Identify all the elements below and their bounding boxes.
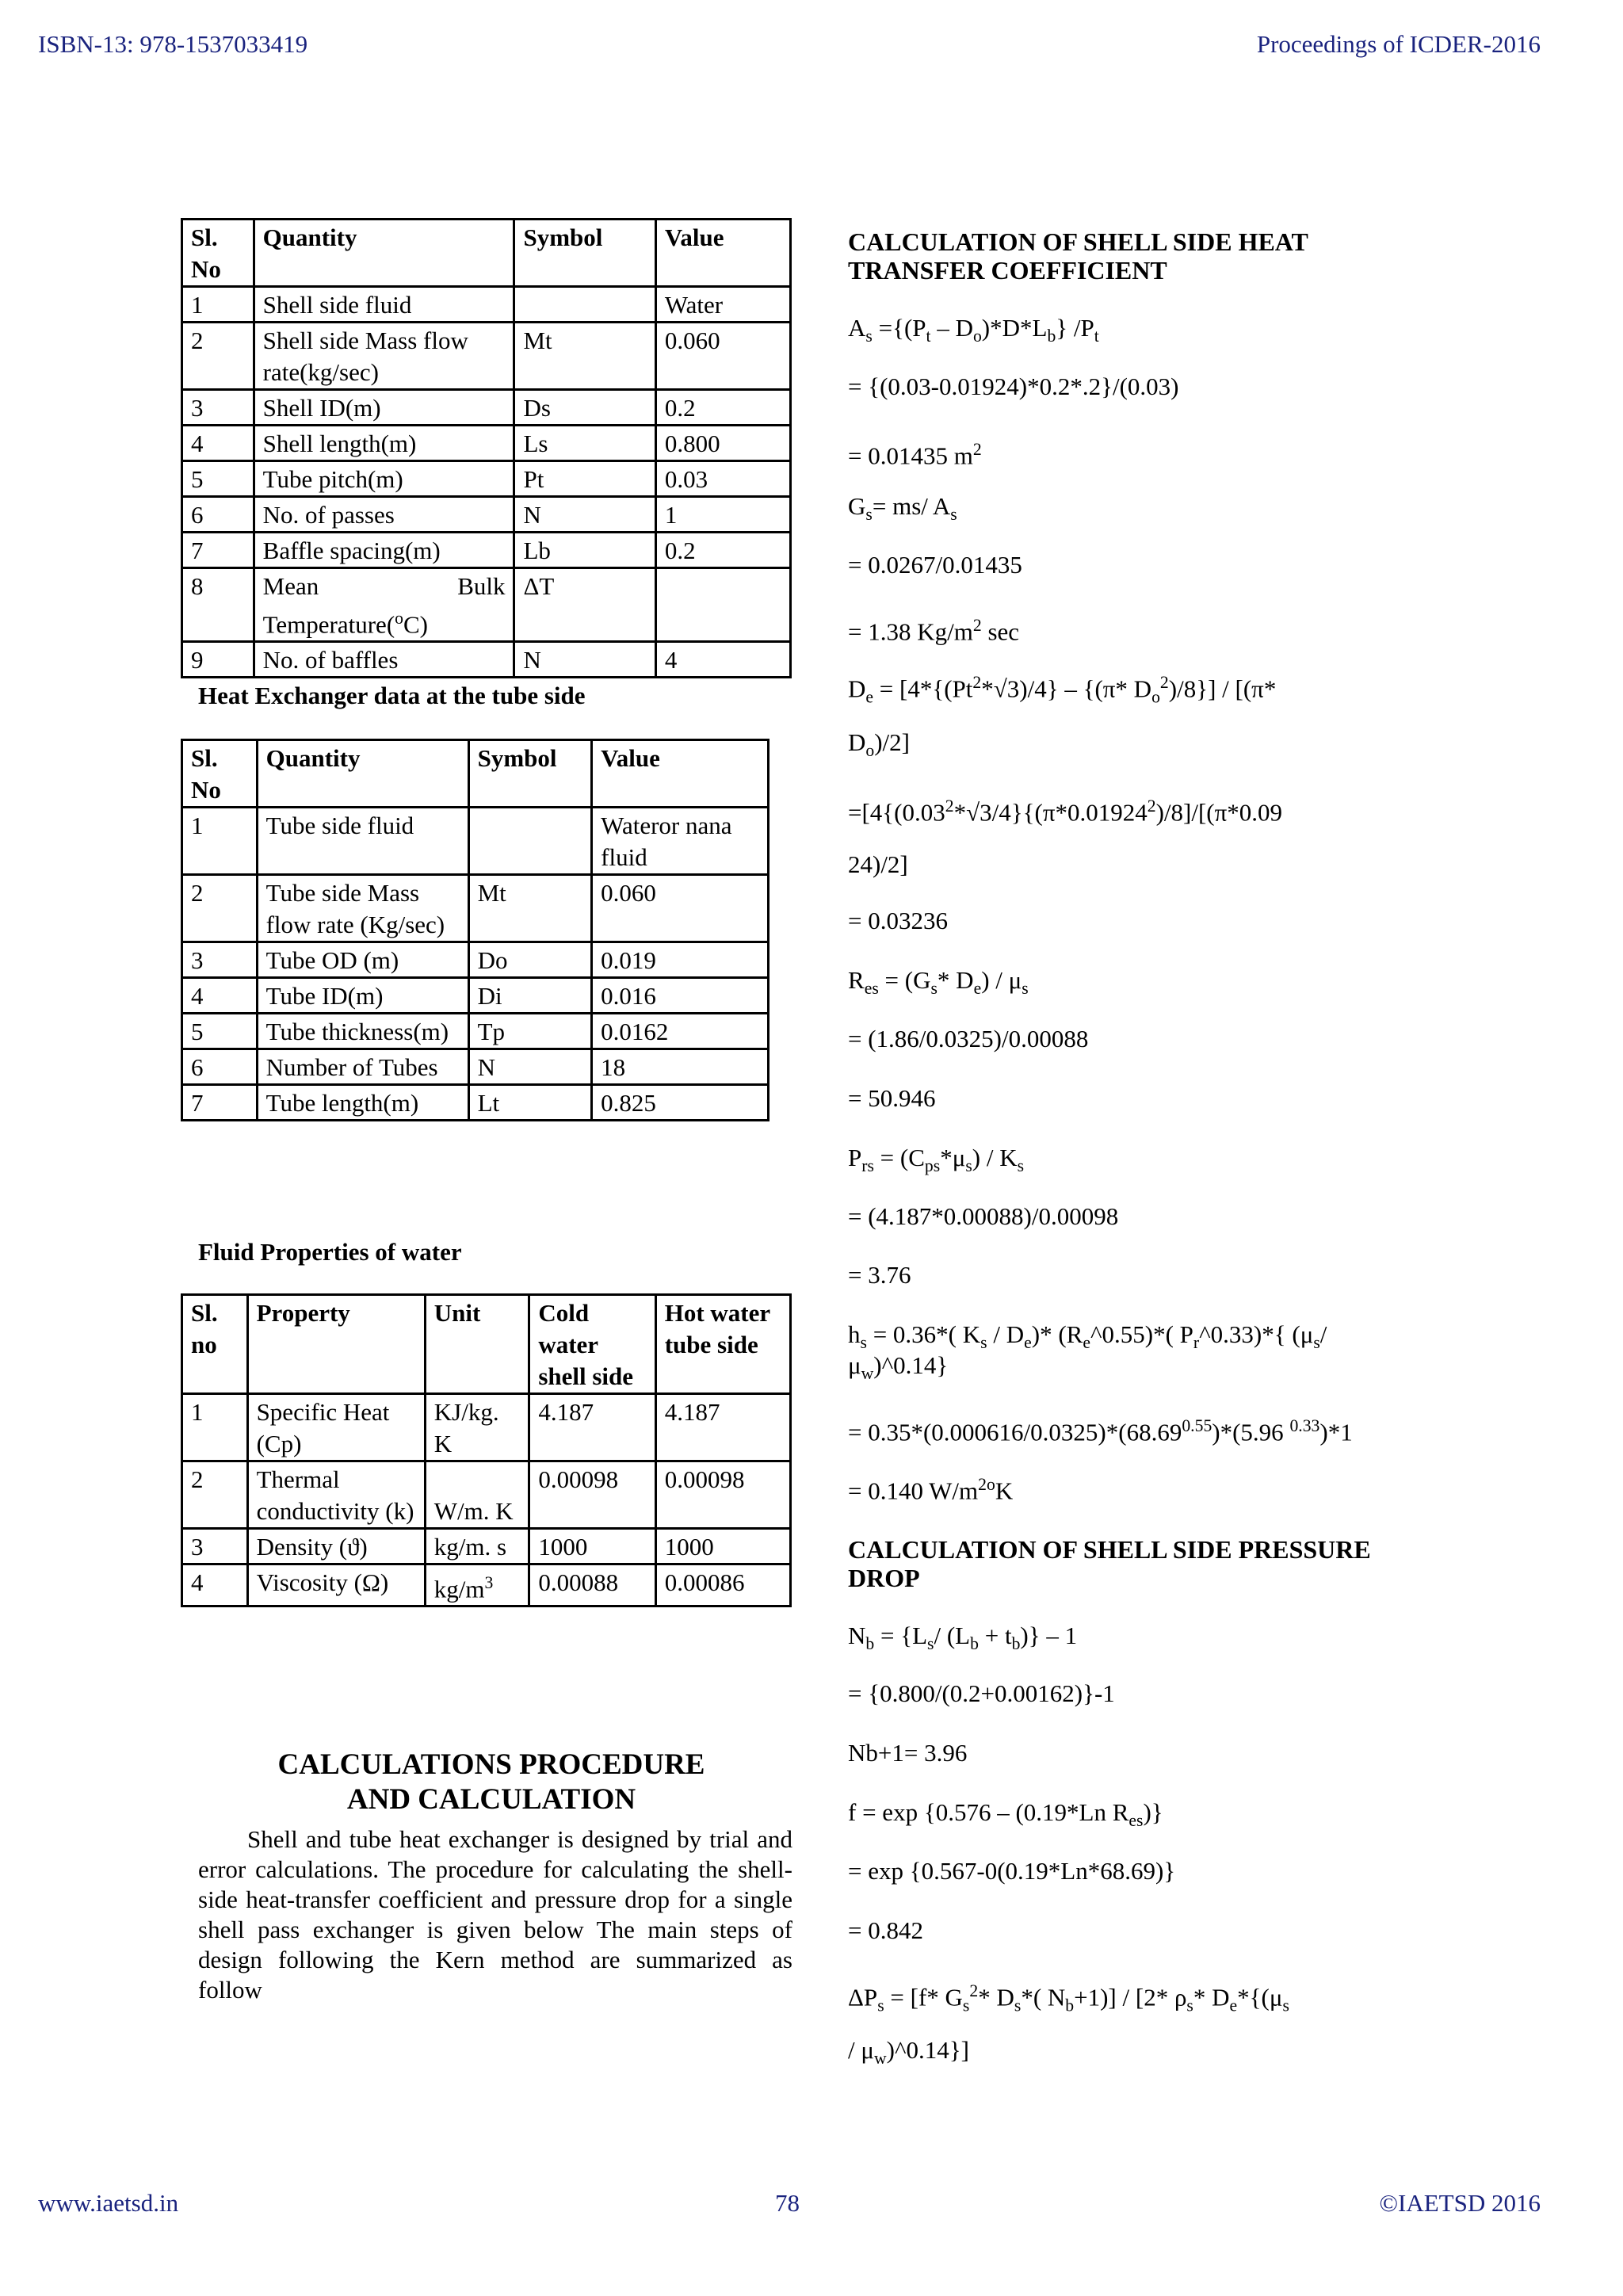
table-cell: 1: [655, 497, 790, 533]
equation-gs-definition: $G_s= ms/$ $A_s$: [848, 492, 957, 525]
equation-prs-definition: $P_{rs} = (C_{ps}*\mu_s) / K_s$: [848, 1144, 1025, 1176]
table-row: [182, 942, 769, 978]
table-header-cell: Hot water tube side: [655, 1295, 790, 1394]
table-cell: N: [468, 1049, 592, 1085]
table-header-cell: Symbol: [468, 740, 592, 808]
table-row: [182, 323, 791, 390]
table-cell: [655, 568, 790, 642]
table-header-cell: Sl. no: [182, 1295, 248, 1394]
equation-res-value: = 50.946: [848, 1084, 936, 1112]
table-header-cell: Quantity: [257, 740, 468, 808]
table-cell: kg/m. s: [425, 1529, 529, 1564]
table-cell: Number of Tubes: [257, 1049, 468, 1085]
table-cell: [468, 808, 592, 875]
table-cell: 4: [182, 1564, 248, 1606]
equation-as-substitution: = {(0.03-0.01924)*0.2*.2}/(0.03): [848, 372, 1179, 400]
equation-res-definition: $R_{es} = (G_s*$ $D_e) / \mu_s$: [848, 966, 1029, 999]
table-cell: 0.800: [655, 426, 790, 461]
table-cell: No. of passes: [254, 497, 514, 533]
table-cell: N: [514, 497, 655, 533]
table-cell: 2: [182, 323, 254, 390]
text: C): [403, 610, 428, 639]
table-cell: Tube ID(m): [257, 978, 468, 1014]
footer-copyright: ©IAETSD 2016: [1379, 2189, 1541, 2217]
equation-prs-value: = 3.76: [848, 1261, 911, 1289]
table-cell: 0.00098: [655, 1461, 790, 1529]
table-cell: 4.187: [529, 1394, 655, 1461]
table-cell: N: [514, 642, 655, 678]
table-cell: 18: [592, 1049, 769, 1085]
table-row: [182, 978, 769, 1014]
table-cell: 4: [182, 426, 254, 461]
table-cell: Water: [655, 287, 790, 323]
table-cell: 0.2: [655, 533, 790, 568]
equation-prs-substitution: = (4.187*0.00088)/0.00098: [848, 1202, 1119, 1230]
table-cell: KJ/kg. K: [425, 1394, 529, 1461]
table-cell: Tp: [468, 1014, 592, 1049]
table-cell: 1000: [655, 1529, 790, 1564]
table-cell: 0.016: [592, 978, 769, 1014]
table-cell: No. of baffles: [254, 642, 514, 678]
table-cell: Shell side fluid: [254, 287, 514, 323]
table-cell: 0.060: [592, 875, 769, 942]
table-header-cell: Cold water shell side: [529, 1295, 655, 1394]
table-row: [182, 533, 791, 568]
equation-de-substitution: $=[4\{(0.03^2*√3/4\}\{(\pi*0.01924^2)/8]/[(\pi*0.09$: [848, 797, 1282, 827]
table-cell: 4: [655, 642, 790, 678]
section-title-line2: AND CALCULATION: [346, 1783, 636, 1816]
tube-table-heading: Heat Exchanger data at the tube side: [198, 682, 586, 709]
table-cell: 6: [182, 497, 254, 533]
table-cell: 6: [182, 1049, 258, 1085]
table-cell: 0.03: [655, 461, 790, 497]
table-cell: [254, 568, 514, 642]
table-cell: Lt: [468, 1085, 592, 1121]
equation-hs-definition-cont: $\mu_w)\^{}0.14$}: [848, 1351, 949, 1384]
table-row: [182, 1394, 791, 1461]
table-cell: Mt: [468, 875, 592, 942]
superscript: o: [395, 609, 403, 628]
heading-heat-transfer: CALCULATION OF SHELL SIDE HEAT TRANSFER COEFFICIENT: [848, 227, 1308, 285]
table-header-cell: Symbol: [514, 220, 655, 287]
table-cell: Di: [468, 978, 592, 1014]
table-header-cell: Sl. No: [182, 740, 258, 808]
table-cell: Tube side fluid: [257, 808, 468, 875]
table-cell: 8: [182, 568, 254, 642]
table-header-cell: Value: [592, 740, 769, 808]
table-cell: 0.00086: [655, 1564, 790, 1606]
equation-hs-substitution: = $0.35*(0.000616/0.0325)*(68.69^{0.55})*(5.96$ $^{0.33}$)*1: [848, 1416, 1353, 1446]
equation-nb-definition: $N_b = \{L_s/$ $(L_b + t_b)\} - 1$: [848, 1622, 1078, 1654]
procedure-paragraph: Shell and tube heat exchanger is designed by trial and error calculations. The procedure for calculating the shell-side heat-transfer coefficient and pressure drop for a single shell pass exchanger is given below The main steps of design following the Kern method are summarized as follow: [198, 1825, 792, 2004]
table-row: [182, 568, 791, 642]
table-cell: Thermal conductivity (k): [247, 1461, 425, 1529]
table-cell: 5: [182, 1014, 258, 1049]
table-cell: 9: [182, 642, 254, 678]
table-header-row: [182, 220, 791, 287]
heading-pressure-drop: CALCULATION OF SHELL SIDE PRESSURE DROP: [848, 1535, 1371, 1592]
section-title-line1: CALCULATIONS PROCEDURE: [277, 1748, 705, 1781]
text: kg/m: [433, 1575, 485, 1603]
table-cell: ΔT: [514, 568, 655, 642]
table-cell: Tube length(m): [257, 1085, 468, 1121]
equation-nb-value: Nb+1= 3.96: [848, 1739, 968, 1767]
table-cell: 1: [182, 287, 254, 323]
table-cell: 7: [182, 533, 254, 568]
table-cell: 0.0162: [592, 1014, 769, 1049]
table-header-cell: Property: [247, 1295, 425, 1394]
table-cell: Mt: [514, 323, 655, 390]
table-cell: Tube side Mass flow rate (Kg/sec): [257, 875, 468, 942]
table-header-cell: Quantity: [254, 220, 514, 287]
table-cell: [514, 287, 655, 323]
table-cell: 3: [182, 1529, 248, 1564]
table-cell: Shell side Mass flow rate(kg/sec): [254, 323, 514, 390]
table-header-cell: Value: [655, 220, 790, 287]
table-cell: Lb: [514, 533, 655, 568]
equation-dps-definition-cont: / $\mu_w)\^{}0.14$}]: [848, 2036, 969, 2069]
equation-dps-definition: $\Delta P_s = [f*$ $G_s^2*$ $D_s*$( $N_b+1)] / [2*$ $\rho_s*$ $D_e*\{(\mu_s$: [848, 1981, 1289, 2015]
table-header-cell: Sl. No: [182, 220, 254, 287]
table-row: [182, 461, 791, 497]
equation-de-definition: $D_e = [4*\{(Pt^2*√3)/4\} - \{(\pi*$ $D_o^2)/8\}] / [(\pi*$: [848, 673, 1277, 707]
table-cell: Pt: [514, 461, 655, 497]
table-cell: Specific Heat (Cp): [247, 1394, 425, 1461]
cell-line: [263, 602, 506, 640]
table-cell: 0.019: [592, 942, 769, 978]
fluid-properties-table: [181, 1293, 792, 1607]
equation-as-definition: $A_s =\{(P_t - D_o)*D*L_b\}$ $/P_t$: [848, 314, 1099, 346]
table-header-row: [182, 740, 769, 808]
table-cell: 7: [182, 1085, 258, 1121]
table-row: [182, 1014, 769, 1049]
table-row: [182, 426, 791, 461]
table-row: [182, 1461, 791, 1529]
header-proceedings: Proceedings of ICDER-2016: [1256, 30, 1541, 58]
table-cell: Ds: [514, 390, 655, 426]
table-cell: 0.825: [592, 1085, 769, 1121]
header-isbn: ISBN-13: 978-1537033419: [38, 30, 308, 58]
footer-website: www.iaetsd.in: [38, 2189, 179, 2217]
table-cell: Shell ID(m): [254, 390, 514, 426]
table-cell: Shell length(m): [254, 426, 514, 461]
table-row: [182, 497, 791, 533]
table-cell: 2: [182, 875, 258, 942]
table-header-row: [182, 1295, 791, 1394]
table-cell: Wateror nana fluid: [592, 808, 769, 875]
equation-de-value: = 0.03236: [848, 907, 948, 934]
equation-gs-substitution: = 0.0267/0.01435: [848, 551, 1022, 579]
table-row: [182, 875, 769, 942]
equation-nb-substitution: = {0.800/(0.2+0.00162)}-1: [848, 1679, 1115, 1707]
table-cell: 1: [182, 808, 258, 875]
table-cell: 0.2: [655, 390, 790, 426]
table-cell: 0.060: [655, 323, 790, 390]
text: Temperature(: [262, 610, 395, 639]
table-cell: 3: [182, 390, 254, 426]
table-cell: [425, 1564, 529, 1606]
equation-hs-value: = 0.140 $W/m^{2o}K$: [848, 1475, 1014, 1505]
equation-f-definition: f = exp {0.576 – (0.19*Ln $R_{es}$)}: [848, 1798, 1163, 1831]
table-row: [182, 1085, 769, 1121]
footer-page-number: 78: [775, 2189, 800, 2217]
table-cell: 3: [182, 942, 258, 978]
table-cell: W/m. K: [425, 1461, 529, 1529]
equation-hs-definition: $h_s = 0.36*$( $K_s / D_e)*$ $(R_e\^{}0.55)*$( $P_r\^{}0.33)*${ ($\mu_s/$: [848, 1320, 1327, 1353]
table-cell: 2: [182, 1461, 248, 1529]
table-row: [182, 1049, 769, 1085]
equation-de-substitution-cont: 24)/2]: [848, 850, 908, 878]
table-cell: 0.00098: [529, 1461, 655, 1529]
table-cell: 5: [182, 461, 254, 497]
table-row: [182, 642, 791, 678]
table-row: [182, 1529, 791, 1564]
equation-gs-value: = 1.38 $Kg/m^2$ sec: [848, 616, 1020, 646]
table-cell: 4.187: [655, 1394, 790, 1461]
table-cell: Do: [468, 942, 592, 978]
table-row: [182, 1564, 791, 1606]
equation-res-substitution: = (1.86/0.0325)/0.00088: [848, 1025, 1089, 1052]
equation-de-definition-cont: $D_o)/2$]: [848, 728, 910, 761]
table-cell: 0.00088: [529, 1564, 655, 1606]
table-cell: Tube pitch(m): [254, 461, 514, 497]
table-cell: Baffle spacing(m): [254, 533, 514, 568]
table-cell: 1: [182, 1394, 248, 1461]
equation-f-substitution: = exp {0.567-0(0.19*Ln*68.69)}: [848, 1857, 1176, 1885]
table-cell: Viscosity (Ω): [247, 1564, 425, 1606]
table-cell: Density (ϑ): [247, 1529, 425, 1564]
equation-as-value: = 0.01435 $m^2$: [848, 440, 982, 470]
shell-side-table: [181, 218, 792, 678]
table-cell: 4: [182, 978, 258, 1014]
table-header-cell: Unit: [425, 1295, 529, 1394]
table-cell: Ls: [514, 426, 655, 461]
table-row: [182, 808, 769, 875]
table-cell: 1000: [529, 1529, 655, 1564]
tube-side-table: [181, 739, 769, 1121]
table-cell: Tube OD (m): [257, 942, 468, 978]
table-cell: Tube thickness(m): [257, 1014, 468, 1049]
table-row: [182, 390, 791, 426]
superscript: 3: [484, 1573, 494, 1592]
table-row: [182, 287, 791, 323]
cell-line: Mean Bulk: [262, 572, 506, 600]
equation-f-value: = 0.842: [848, 1916, 923, 1944]
fluid-table-heading: Fluid Properties of water: [198, 1238, 462, 1266]
